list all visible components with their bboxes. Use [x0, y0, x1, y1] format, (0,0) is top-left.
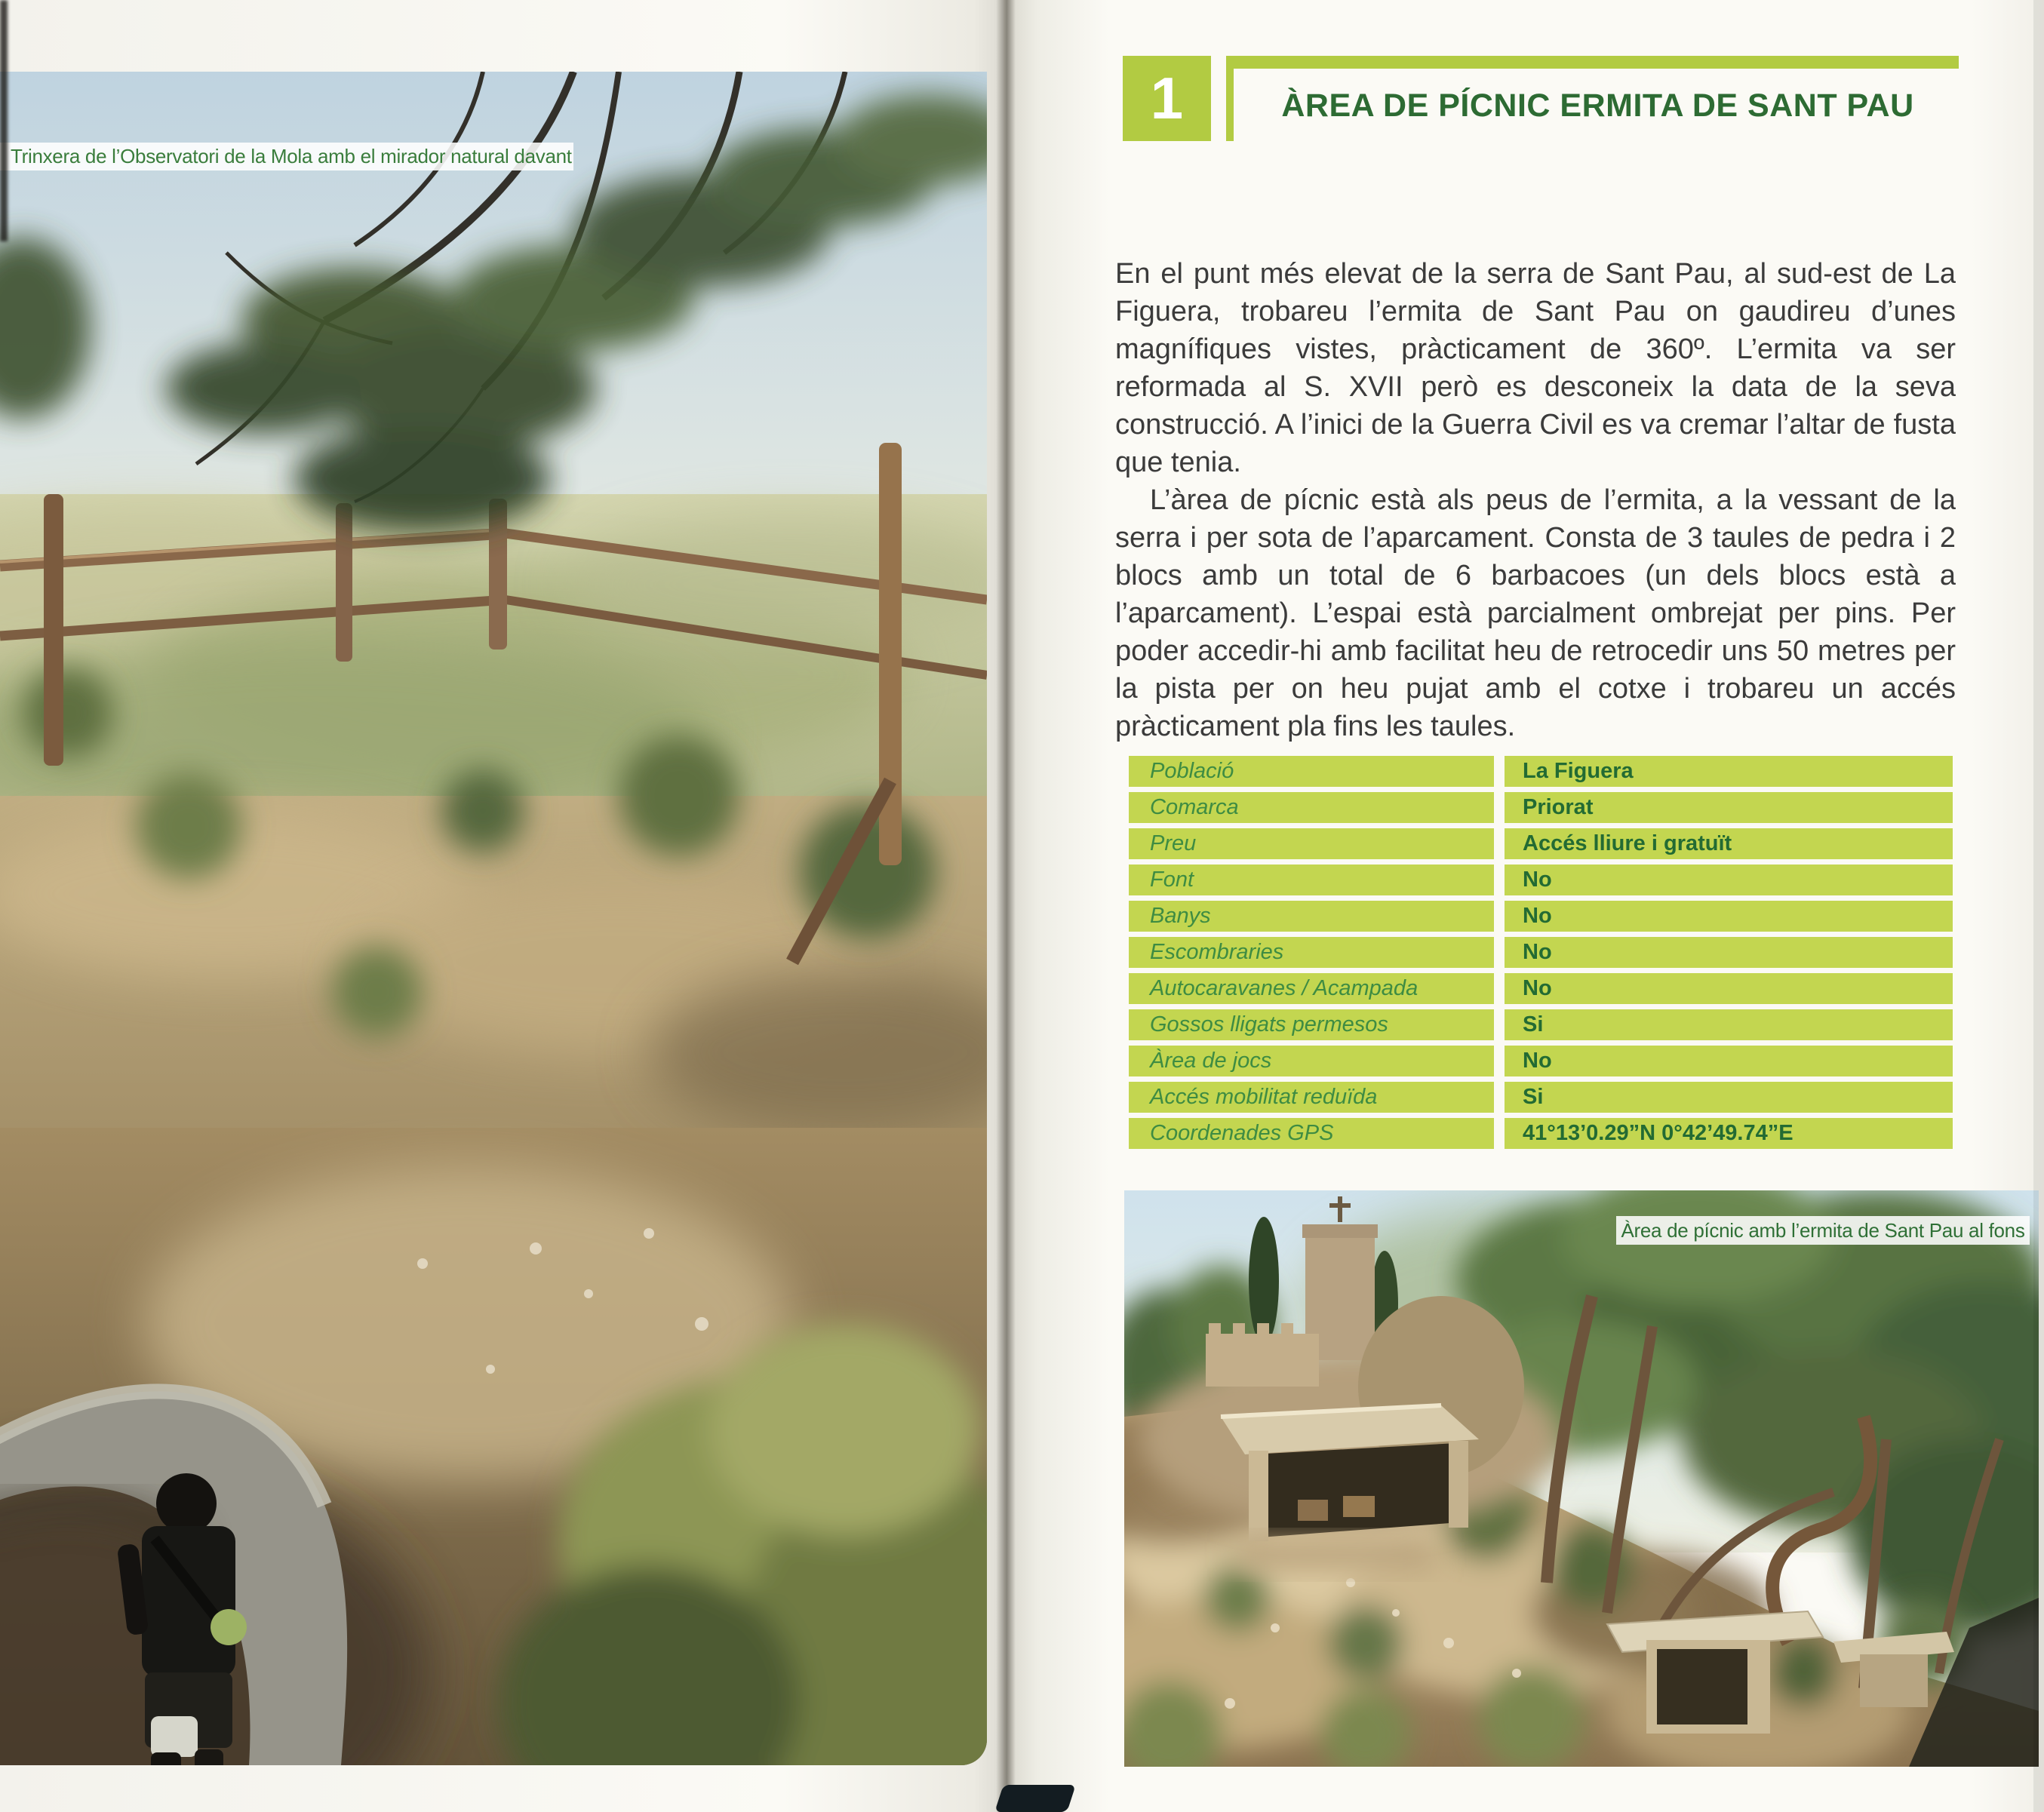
- book-gutter: [996, 0, 1016, 1812]
- right-page-photo: [1124, 1190, 2039, 1767]
- row-label: Accés mobilitat reduïda: [1129, 1082, 1494, 1113]
- row-value: La Figuera: [1505, 756, 1953, 787]
- row-value: No: [1505, 865, 1953, 895]
- table-row: [1129, 937, 1953, 968]
- row-value: Accés lliure i gratuït: [1505, 828, 1953, 859]
- row-value: No: [1505, 1046, 1953, 1076]
- row-label: Font: [1129, 865, 1494, 895]
- gutter-shadow: [994, 1785, 1076, 1812]
- table-row: [1129, 973, 1953, 1004]
- row-label: Coordenades GPS: [1129, 1118, 1494, 1149]
- entry-title: ÀREA DE PÍCNIC ERMITA DE SANT PAU: [1281, 87, 1914, 124]
- landscape-photo-art: [0, 72, 987, 1765]
- row-value: Priorat: [1505, 792, 1953, 823]
- entry-number: 1: [1150, 65, 1184, 131]
- row-label: Comarca: [1129, 792, 1494, 823]
- row-label: Autocaravanes / Acampada: [1129, 973, 1494, 1004]
- table-row: [1129, 756, 1953, 787]
- table-row: [1129, 865, 1953, 895]
- row-value: No: [1505, 973, 1953, 1004]
- right-photo-caption: Àrea de pícnic amb l’ermita de Sant Pau al fons: [1616, 1216, 2030, 1245]
- row-value: Si: [1505, 1009, 1953, 1040]
- title-banner-top-bar: [1234, 56, 1959, 69]
- row-label: Preu: [1129, 828, 1494, 859]
- row-value: Si: [1505, 1082, 1953, 1113]
- book-edge-shadow: [0, 0, 8, 241]
- row-value: 41°13’0.29”N 0°42’49.74”E: [1505, 1118, 1953, 1149]
- row-label: Àrea de jocs: [1129, 1046, 1494, 1076]
- left-page: [0, 0, 1004, 1812]
- table-row: [1129, 1082, 1953, 1113]
- entry-number-badge: [1123, 56, 1211, 141]
- row-label: Població: [1129, 756, 1494, 787]
- body-text: [1115, 255, 1956, 745]
- page-edge-shade: [2033, 0, 2044, 1812]
- picnic-area-photo-art: [1124, 1190, 2039, 1767]
- table-row: [1129, 901, 1953, 932]
- table-row: [1129, 1009, 1953, 1040]
- table-row: [1129, 828, 1953, 859]
- row-value: No: [1505, 937, 1953, 968]
- title-banner-left-bar: [1226, 56, 1234, 141]
- left-page-photo: [0, 72, 987, 1765]
- paragraph-2: L’àrea de pícnic està als peus de l’ermita, a la vessant de la serra i per sota de l’aparcament. Consta de 3 taules de pedra i 2 blocs amb un total de 6 barbacoes (un dels blocs està a l’aparcament). L’espai està parcialment ombrejat per pins. Per poder accedir-hi amb facilitat heu de retrocedir uns 50 metres per la pista per on heu pujat amb el cotxe i trobareu un accés pràcticament pla fins les taules.: [1115, 484, 1956, 742]
- table-row: [1129, 1046, 1953, 1076]
- row-label: Escombraries: [1129, 937, 1494, 968]
- row-value: No: [1505, 901, 1953, 932]
- row-label: Gossos lligats permesos: [1129, 1009, 1494, 1040]
- row-label: Banys: [1129, 901, 1494, 932]
- table-row: [1129, 792, 1953, 823]
- info-table: [1129, 756, 1953, 1154]
- paragraph-1: En el punt més elevat de la serra de Sant Pau, al sud-est de La Figuera, trobareu l’ermita de Sant Pau on gaudireu d’unes magnífiques vistes, pràcticament de 360º. L’ermita va ser reformada al S. XVII però es desconeix la data de la seva construcció. A l’inici de la Guerra Civil es va cremar l’altar de fusta que tenia.: [1115, 258, 1956, 478]
- left-photo-caption: Trinxera de l’Observatori de la Mola amb el mirador natural davant: [0, 143, 573, 170]
- table-row: [1129, 1118, 1953, 1149]
